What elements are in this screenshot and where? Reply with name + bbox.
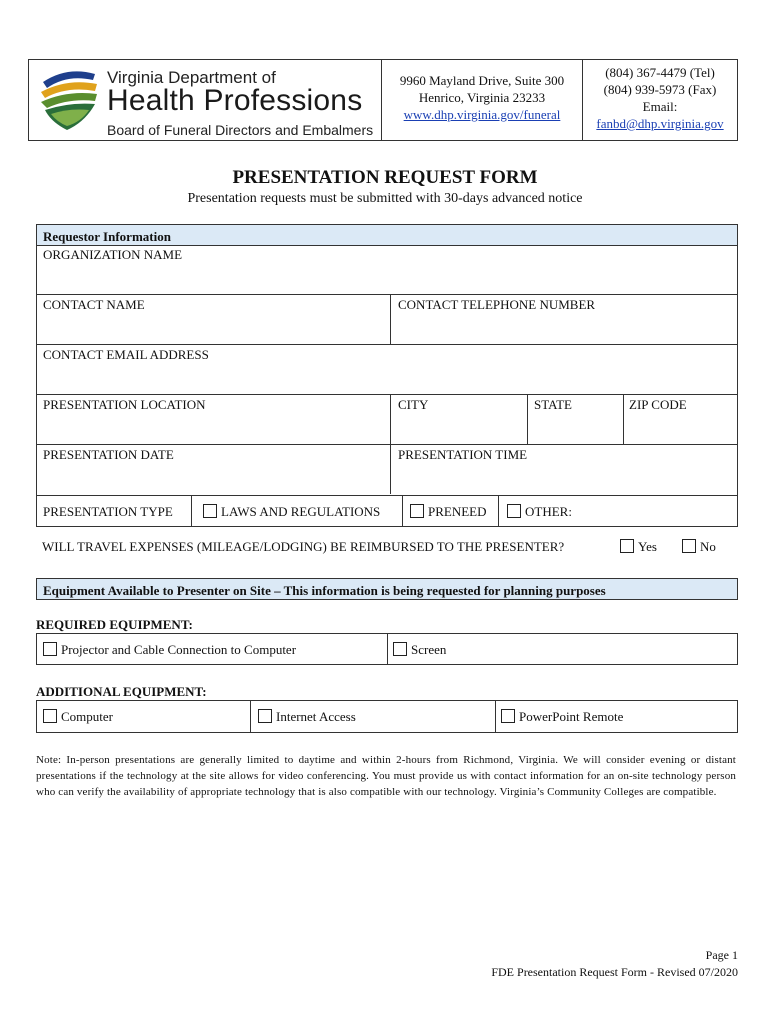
no-label: No xyxy=(700,539,716,554)
laws-regulations-option[interactable] xyxy=(203,504,380,520)
requestor-section-header: Requestor Information xyxy=(36,224,738,246)
preneed-label: PRENEED xyxy=(428,504,487,519)
fax-number: (804) 939-5973 (Fax) xyxy=(603,82,717,97)
additional-equipment-row xyxy=(36,700,738,733)
preneed-checkbox[interactable] xyxy=(410,504,424,518)
page-number: Page 1 xyxy=(705,948,738,962)
computer-option[interactable] xyxy=(43,709,113,725)
presentation-location-field[interactable]: PRESENTATION LOCATION xyxy=(43,397,206,412)
other-checkbox[interactable] xyxy=(507,504,521,518)
computer-label: Computer xyxy=(61,709,113,724)
logo-line-2: Health Professions xyxy=(107,84,363,117)
contact-phone-field[interactable]: CONTACT TELEPHONE NUMBER xyxy=(398,297,596,312)
yes-checkbox[interactable] xyxy=(620,539,634,553)
projector-checkbox[interactable] xyxy=(43,642,57,656)
address-line-1: 9960 Mayland Drive, Suite 300 xyxy=(399,73,565,88)
presentation-date-field[interactable]: PRESENTATION DATE xyxy=(43,447,174,462)
remote-checkbox[interactable] xyxy=(501,709,515,723)
required-equipment-row xyxy=(36,633,738,665)
website-link[interactable]: www.dhp.virginia.gov/funeral xyxy=(403,107,561,122)
travel-question: WILL TRAVEL EXPENSES (MILEAGE/LODGING) BE REIMBURSED TO THE PRESENTER? xyxy=(42,539,565,554)
form-title: PRESENTATION REQUEST FORM xyxy=(232,167,538,188)
form-subtitle: Presentation requests must be submitted with 30-days advanced notice xyxy=(187,191,583,206)
required-equipment-heading: REQUIRED EQUIPMENT: xyxy=(36,617,193,632)
letterhead xyxy=(28,59,738,141)
city-field[interactable]: CITY xyxy=(398,397,429,412)
internet-label: Internet Access xyxy=(276,709,356,724)
logo-line-3: Board of Funeral Directors and Embalmers xyxy=(107,122,374,138)
equipment-section-header: Equipment Available to Presenter on Site – This information is being requested for planning purposes xyxy=(36,578,738,600)
remote-label: PowerPoint Remote xyxy=(519,709,624,724)
dhp-logo xyxy=(37,64,377,138)
requestor-form-grid xyxy=(36,245,738,496)
travel-yes-option[interactable] xyxy=(620,539,657,555)
logo-line-1: Virginia Department of xyxy=(107,68,276,87)
projector-label: Projector and Cable Connection to Computer xyxy=(61,642,297,657)
organization-name-field[interactable]: ORGANIZATION NAME xyxy=(43,247,183,262)
tel-number: (804) 367-4479 (Tel) xyxy=(605,65,715,80)
mailing-address xyxy=(382,72,582,123)
screen-option[interactable] xyxy=(393,642,446,658)
laws-label: LAWS AND REGULATIONS xyxy=(221,504,381,519)
presentation-type-label: PRESENTATION TYPE xyxy=(43,504,173,519)
internet-access-option[interactable] xyxy=(258,709,356,725)
note-paragraph: Note: In-person presentations are generally limited to daytime and within 2-hours from Richmond, Virginia. We will consider evening or distant presentations if the technology at the site allows for video conferencing. You must provide us with contact information for an on-site technology person who can verify the availability of appropriate technology that is also compatible with our technology. Virginia’s Community Colleges are compatible. xyxy=(36,754,736,798)
other-label: OTHER: xyxy=(525,504,572,519)
travel-no-option[interactable] xyxy=(682,539,716,555)
state-field[interactable]: STATE xyxy=(534,397,572,412)
presentation-time-field[interactable]: PRESENTATION TIME xyxy=(398,447,528,462)
virginia-logo-icon xyxy=(37,64,103,136)
yes-label: Yes xyxy=(638,539,657,554)
screen-checkbox[interactable] xyxy=(393,642,407,656)
screen-label: Screen xyxy=(411,642,447,657)
additional-equipment-heading: ADDITIONAL EQUIPMENT: xyxy=(36,684,207,699)
presentation-type-row xyxy=(36,495,738,527)
contact-email-field[interactable]: CONTACT EMAIL ADDRESS xyxy=(43,347,209,362)
contact-name-field[interactable]: CONTACT NAME xyxy=(43,297,145,312)
contact-info xyxy=(583,64,737,132)
email-label: Email: xyxy=(642,99,678,114)
computer-checkbox[interactable] xyxy=(43,709,57,723)
preneed-option[interactable] xyxy=(410,504,487,520)
projector-option[interactable] xyxy=(43,642,296,658)
email-link[interactable]: fanbd@dhp.virginia.gov xyxy=(596,116,724,131)
other-option[interactable] xyxy=(507,504,572,520)
powerpoint-remote-option[interactable] xyxy=(501,709,623,725)
laws-checkbox[interactable] xyxy=(203,504,217,518)
no-checkbox[interactable] xyxy=(682,539,696,553)
zip-code-field[interactable]: ZIP CODE xyxy=(629,397,687,412)
address-line-2: Henrico, Virginia 23233 xyxy=(418,90,546,105)
internet-checkbox[interactable] xyxy=(258,709,272,723)
form-revision: FDE Presentation Request Form - Revised 07/2020 xyxy=(491,965,738,979)
